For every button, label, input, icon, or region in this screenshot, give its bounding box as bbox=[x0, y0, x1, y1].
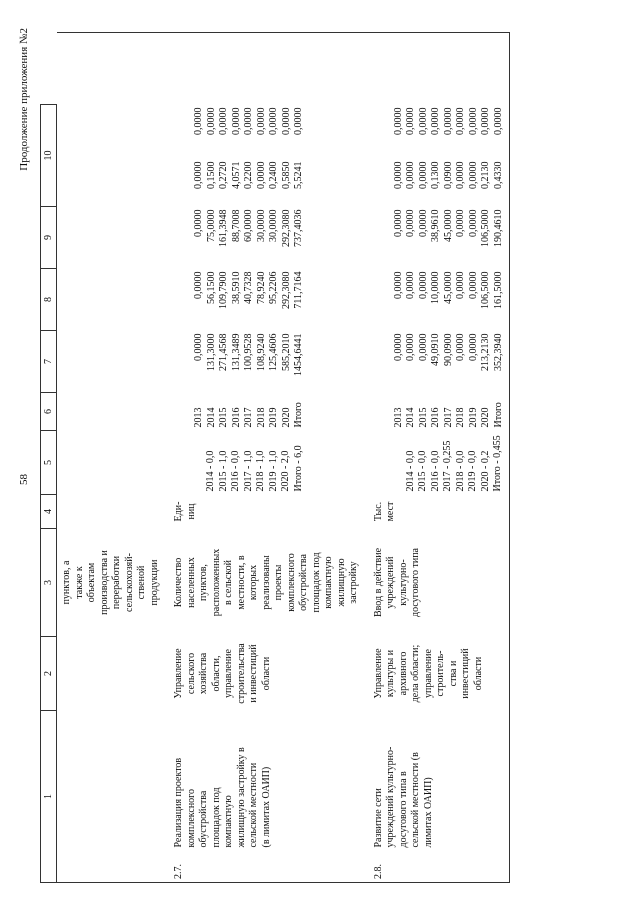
funding-col-9: 0,0000 0,0000 0,0000 38,9610 45,0000 0,0000 0,0000 106,5000 190,4610 bbox=[365, 207, 510, 269]
appendix-title: Продолжение приложения №2 bbox=[18, 28, 30, 171]
funding-col-11: 0,0000 0,0000 0,0000 0,0000 0,0000 0,0000 0,0000 0,0000 0,0000 bbox=[365, 105, 510, 159]
years-list: 2013 2014 2015 2016 2017 2018 2019 2020 Итого bbox=[193, 402, 304, 428]
header-col-3: 3 bbox=[41, 529, 57, 637]
continuation-row bbox=[57, 33, 166, 883]
funding-col-9: 0,0000 75,0000 161,3948 88,7008 60,0000 30,0000 30,0000 292,3080 737,4036 bbox=[193, 209, 304, 247]
indicator-name: Количество населенных пунктов, расположенных в сельской местности, в которых реализованы проекты комплексного обустройства площадок под компактную жилищную застройку bbox=[173, 548, 359, 617]
table-row-2-8 bbox=[365, 33, 510, 883]
funding-col-8: 0,0000 0,0000 0,0000 10,0000 45,0000 0,0000 0,0000 106,5000 161,5000 bbox=[365, 269, 510, 331]
funding-col-11: 0,0000 0,0000 0,0000 0,0000 0,0000 0,0000 0,0000 0,0000 0,0000 bbox=[193, 107, 304, 135]
page-number: 58 bbox=[18, 474, 30, 485]
funding-col-10: 0,0000 0,0000 0,0000 0,1300 0,0900 0,0000 0,0000 0,2130 0,4330 bbox=[365, 159, 510, 207]
header-col-1: 1 bbox=[41, 711, 57, 883]
indicator-name: Ввод в действие учреждений культурно- досугового типа bbox=[365, 529, 510, 637]
indicator-values: 2014 - 0,0 2015 - 1,0 2016 - 0,0 2017 - 1,0 2018 - 1,0 2019 - 1,0 2020 - 2,0 Итого - 6,0 bbox=[205, 445, 304, 492]
header-col-5: 5 bbox=[41, 431, 57, 495]
table-row-2-7 bbox=[165, 33, 365, 883]
measure-name: Развитие сети учреждений культурно- досугового типа в сельской местности (в лимитах ОАИП) bbox=[365, 711, 510, 851]
header-col-7: 7 bbox=[41, 331, 57, 393]
measure-name: Реализация проектов комплексного обустройства площадок под компактную жилищную застройку в сельской местности (в лимитах ОАИП) bbox=[173, 747, 272, 848]
row-number: 2.8. bbox=[365, 851, 510, 883]
continuation-indicator: пунктов, а также к объектам производства и переработки сельскохозяй- ственой продукции bbox=[61, 550, 160, 615]
years-list: 2013 2014 2015 2016 2017 2018 2019 2020 Итого bbox=[365, 393, 510, 431]
header-col-9: 9 bbox=[41, 207, 57, 269]
total-funding: 0,0000 0,0000 0,0000 49,0910 90,0900 0,0000 0,0000 213,2130 352,3940 bbox=[365, 331, 510, 393]
unit-of-measure: Тыс. мест bbox=[365, 495, 510, 529]
funding-col-10: 0,0000 0,1500 0,2720 4,0571 0,2200 0,0000 0,2400 0,5850 5,5241 bbox=[193, 161, 304, 189]
responsible-executor: Управление сельского хозяйства области, управление строительства и инвестиций области bbox=[173, 643, 272, 704]
header-col-4: 4 bbox=[41, 495, 57, 529]
header-col-10: 10 bbox=[41, 105, 57, 207]
program-table bbox=[40, 32, 510, 883]
funding-col-8: 0,0000 56,1500 109,7900 38,5910 40,7328 78,9240 95,2206 292,3080 711,7164 bbox=[193, 271, 304, 309]
header-col-2: 2 bbox=[41, 637, 57, 711]
indicator-values: 2014 - 0,0 2015 - 0,0 2016 - 0,0 2017 - 0,255 2018 - 0,0 2019 - 0,0 2020 - 0,2 Итого - 0,455 bbox=[365, 431, 510, 495]
total-funding: 0,0000 131,3000 271,4568 131,3489 100,9528 108,9240 125,4606 585,2010 1454,6441 bbox=[193, 333, 304, 376]
unit-of-measure: Еди- ниц bbox=[173, 501, 197, 522]
header-col-6: 6 bbox=[41, 393, 57, 431]
header-row bbox=[41, 33, 57, 883]
row-number: 2.7. bbox=[165, 851, 365, 883]
header-col-8: 8 bbox=[41, 269, 57, 331]
responsible-executor: Управление культуры и архивного дела области; управление строитель- ства и инвестиций области bbox=[365, 637, 510, 711]
